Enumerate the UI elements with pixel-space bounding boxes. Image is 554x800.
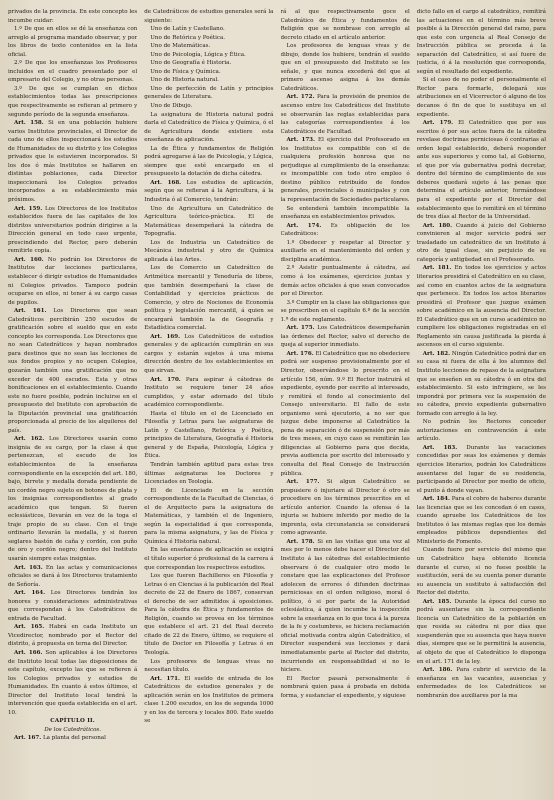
paragraph	[8, 119, 137, 204]
paragraph-text: Los Directores usarán como insignia de su cargo, por la clase á que pertenezcan, el escudo de los establecimientos de la enseñanza correspondiente en la excepción del art. 180, bajo, birrete y medalla dorada pendiente de un cordón negro sujeto en botones de plata y los insignias correspondientes al grado académico que tengan. Si fueren eclesiásticos, llevarán en vez de la toga el traje propio de su clase. Con el traje ordinario llevarán la medalla, y si fueren seglares bastón de caña y cordón, con puño de oro y cordón negro; dentro del Instituto usarán siempre estas insignias.	[8, 436, 138, 562]
paragraph-text: Si algun Catedrático se propusiere ó injuriare al Director ó otro se procediere en los términos prescritos en el artículo anterior. Cuando la ofensa ó la injuria se hubiere inferido por medio de la imprenta, esta circunstancia se considerará como agravante.	[280, 479, 410, 537]
article-number: Art. 168.	[150, 179, 182, 186]
article-number: Art. 171.	[150, 675, 180, 682]
paragraph-text: Uno de Física y Química.	[150, 68, 221, 75]
article-number: Art. 184.	[422, 496, 450, 503]
paragraph	[144, 25, 273, 34]
paragraph-text: de Catedráticos de estudios generales será la siguiente:	[144, 9, 274, 24]
paragraph-text: En las enseñanzas de aplicación se exigirá el título superior ó profesional de la carrera á que correspondan los respectivos estudios.	[144, 547, 274, 571]
paragraph-text: Para la provisión de premios de ascenso entre los Catedráticos del Instituto se observarán las reglas establecidas para las categorías correspondientes á los Catedráticos de Facultad.	[280, 94, 410, 135]
article-number: Art. 176.	[286, 350, 314, 357]
paragraph	[281, 93, 410, 136]
paragraph	[8, 734, 137, 743]
article-number: Art. 174.	[286, 222, 322, 229]
paragraph-text: El Catedrático que no obedeciere podrá ser suspenso provisionalmente por el Director, observándose lo prescrito en el artículo 156, núm. 9.º El Rector instruirá el expediente, oyendo por escrito al interesado, y remitirá el fondo al conocimiento del Consejo universitario. El fallo de este organismo será ejecutorio, a no ser que juzgue debe imponerse al Catedrático la pena de separación ó de suspensión por más de tres meses, en cuyo caso se remitirán las diligencias al Gobierno para que decida, previa audiencia por escrito del interesado y consulta del Real Consejo de Instrucción pública.	[280, 350, 410, 477]
article-number: Art. 185.	[422, 598, 452, 605]
paragraph-text: Uno de Dibujo.	[150, 103, 193, 110]
paragraph	[144, 487, 273, 547]
paragraph-text: Los Catedráticos de estudios generales y de aplicación cumplirán en sus cargos y estarán sujetos á una misma dirección dentro de los establecimientos en que sirvan.	[144, 333, 274, 374]
paragraph	[144, 111, 273, 145]
text-column-3	[281, 8, 410, 800]
paragraph-text: Uno de Latín y Castellano.	[150, 26, 225, 33]
paragraph	[417, 264, 546, 349]
article-number: Art. 159.	[14, 205, 43, 212]
paragraph	[8, 435, 137, 563]
paragraph	[281, 299, 410, 325]
paragraph-text: Si en una población hubiere varios Institutos provinciales, el Director de cada uno de ellos inspeccionará los estudios de Humanidades de su distrito y los Colegios privados que le estuvieren incorporados. Si los dos ó más Institutos se hallaren en distintas poblaciones, cada Director inspeccionará los Colegios privados incorporados a su establecimiento más próximos.	[8, 120, 138, 204]
paragraph	[144, 145, 273, 179]
paragraph-text: El de Licenciado en la sección correspondiente de la Facultad de Ciencias, ó el de Arquitecto para la asignatura de Matemáticas, y también el de Ingeniero, según la especialidad á que corresponda, para la misma asignatura, y las de Física y Química é Historia natural.	[144, 487, 274, 545]
paragraph-text: La planta del personal	[42, 735, 106, 742]
chapter-subheading: De los Catedráticos.	[44, 726, 102, 733]
article-number: Art. 172.	[286, 94, 315, 101]
paragraph	[417, 119, 546, 222]
article-number: Art. 167.	[14, 735, 42, 742]
paragraph	[281, 675, 410, 701]
paragraph	[8, 85, 137, 119]
paragraph-text: Ningún Catedrático podrá dar en su casa ni fuera de ella á los alumnos del Instituto lecciones de repaso de la asignatura que se enseñen en su cátedra ó en otra del establecimiento. Si esto infringiere, se les impondrá por primera vez la suspensión de su cátedra, previo expediente gubernativo formado con arreglo á la ley.	[416, 350, 546, 417]
paragraph	[8, 589, 137, 623]
text-column-4	[417, 8, 546, 800]
article-number: Art. 175.	[286, 325, 315, 332]
paragraph-text: Los Directores que sean Catedráticos percibirán 250 escudos de gratificación sobre el sueldo que en este concepto les corresponda. Los Directores que no sean Catedráticos y hayan nombrados para destinos que no sean las lecciones de sus fondos propios y no ocupen Colegios, gozarán también una gratificación que no exceder de 400 escudos. Esta y otras bonificaciones en el establecimiento. Cuando este no fuere posible, podrán incluirse en el presupuesto del Instituto con aprobación de la Diputación provincial una gratificación proporcionada al precio de los alquileres del país.	[8, 308, 138, 434]
paragraph-text: Uno de Retórica y Poética.	[150, 34, 226, 41]
paragraph	[144, 68, 273, 77]
paragraph-text: 1.º De que en ellos se dé la enseñanza con arreglo al programa mandado observar, y por los libros de texto contenidos en la lista oficial.	[8, 26, 138, 58]
paragraph	[281, 350, 410, 478]
paragraph	[144, 34, 273, 43]
paragraph-text: El ejercicio del Profesorado en los Institutos es compatible con el de cualquiera profesión honrosa que no perjudique al cumplimiento de la enseñanza: es incompatible con todo otro empleo ó destino público retribuído de fondos generales, provinciales ó municipales y con la representación de Sociedades particulares.	[280, 137, 410, 204]
paragraph	[281, 478, 410, 538]
paragraph-text: La asignatura de Historia natural podrá darla el Catedrático de Física y Química, ó el de Agricultura donde existiere esta enseñanza de aplicación.	[144, 111, 274, 144]
paragraph-text: Los Catedráticos desempeñarán las órdenes del Rector, salvo el derecho de queja al superior inmediato.	[280, 325, 410, 349]
article-number: Art. 163.	[14, 564, 43, 571]
paragraph-text: rá al que respectivamente goce el Catedrático de Ética y fundamentos de Religión que se nombrase con arreglo al decreto citado en el artículo anterior.	[280, 9, 410, 41]
paragraph	[281, 538, 410, 675]
text-column-2	[144, 8, 273, 800]
paragraph	[417, 546, 546, 597]
paragraph-text: Los Directores tendrán los honores y consideraciones administrativas que correspondan á los Catedráticos de entrada de Facultad.	[8, 590, 138, 622]
paragraph	[144, 42, 273, 51]
paragraph-text: Cuando fuere por servicio del mismo que un Catedrático haya obtenido licencia durante el curso, si no fuese posible la sustitución, será de su cuenta poner durante su ausencia un sustituto á satisfacción del Rector del distrito.	[416, 547, 546, 597]
paragraph-text: Uno de Geografía é Historia.	[150, 60, 232, 67]
paragraph-text: privados de la provincia. En este concepto les incumbe cuidar:	[8, 9, 138, 24]
paragraph	[8, 623, 137, 649]
paragraph	[144, 85, 273, 102]
paragraph	[8, 256, 137, 307]
paragraph-text: No podrán los Directores de Institutos dar lecciones particulares, establecer ó dirigir estudios de Humanidades ni Colegios privados. Tampoco podrán ocuparse en ellos, ni tener á su cargo casas de pupilos.	[8, 256, 138, 306]
paragraph	[8, 307, 137, 435]
paragraph	[144, 376, 273, 410]
paragraph	[144, 205, 273, 239]
paragraph	[144, 102, 273, 111]
paragraph	[144, 461, 273, 487]
paragraph	[144, 546, 273, 572]
article-number: Art. 179.	[422, 120, 454, 127]
paragraph	[8, 205, 137, 256]
paragraph	[144, 76, 273, 85]
paragraph-text: Uno de Psicología, Lógica y Ética.	[150, 51, 246, 58]
paragraph-text: Los de Comercio un Catedrático de Aritmética mercantil y Teneduría de libros, que también desempeñará la clase de Contabilidad y ejercicios prácticos de Comercio, y otro de Nociones de Economía política y legislación mercantil, á quien se encargará también la de Geografía y Estadística comercial.	[144, 265, 274, 332]
paragraph	[8, 25, 137, 59]
paragraph	[417, 495, 546, 546]
paragraph-text: Si el caso de no poder el personalmente el Rector para formarle, delegará sus atribuciones en el Vicerrector ó alguno de los decanos ó fin de que lo sustituya en el expediente.	[416, 77, 546, 118]
paragraph	[144, 333, 273, 376]
paragraph-text: Uno de Agricultura un Catedrático de Agricultura teórico-práctica. El de Matemáticas desempeñará la cátedra de Topografía.	[144, 205, 274, 238]
paragraph-text: Hasta el título en el de Licenciado en Filosofía y Letras para las asignaturas de Latín y Castellano, Retórica y Poética, principios de Literatura, Geografía é Historia general y de España, Psicología, Lógica y Ética.	[144, 410, 274, 460]
paragraph	[144, 179, 273, 205]
article-number: Art. 166.	[14, 650, 43, 657]
paragraph	[417, 8, 546, 76]
chapter-heading: CAPÍTULO II.	[50, 718, 95, 725]
paragraph	[144, 572, 273, 657]
paragraph	[144, 51, 273, 60]
paragraph-text: 2.º De que los enseñanzas los Profesores incluidos en el cuadro presentado por el empresario del Colegio, y no otras personas.	[8, 60, 138, 84]
paragraph	[144, 59, 273, 68]
article-number: Art. 170.	[150, 376, 181, 383]
paragraph-text: Los Directores de los Institutos establecidos fuera de las capitales de los distritos universitarios podrán dirigirse a la Dirección general en todo caso urgente, prescindiendo del Rector, pero deberán remitirle copia.	[8, 205, 138, 255]
paragraph	[281, 42, 410, 93]
article-number: Art. 181.	[422, 265, 452, 272]
paragraph-text: No podrán los Rectores conceder autorizaciones en contravención á este artículo.	[416, 419, 546, 443]
paragraph-text: El Rector pasará personalmente ó nombrará quien pasa á probada en debida forma, y sustanciar el expediente, y siguiese	[280, 675, 410, 699]
text-columns	[8, 8, 546, 800]
paragraph	[417, 350, 546, 418]
text-column-1	[8, 8, 137, 800]
paragraph	[281, 205, 410, 222]
paragraph-text: El Catedrático que por sus escritos ó por sus actos fuera de la cátedra revelase doctrinas perniciosas ó contrarias al orden legal establecido, deberá responder ante sus superiores y como tal, al Gobierno, el que por vía gubernativa podrá decretar, dentro del término de cumplimiento de sus deberes quedará sujeto á las penas que determina el artículo anterior, formándose para el expediente por el Director del establecimiento que lo remitirá en el término de tres días al Rector de la Universidad.	[416, 120, 546, 221]
article-number: Art. 158.	[14, 120, 44, 127]
paragraph-text: Los que fueren Bachilleres en Filosofía y Letras ó en Ciencias á la publicación del Real decreto de 22 de Enero de 1867, conservan el derecho de ser admitidos á oposiciones. Para la cátedra de Ética y fundamentos de Religión, cuando se provea en los términos que establece el art. 21 del Real decreto citado de 22 de Enero, último, se requiere el título de Doctor en Filosofía y Letras ó en Teología.	[144, 573, 274, 657]
paragraph-text: Durante las vacaciones concedidas por seas los exámenes y demás ejercicios literarios, podrán los Catedráticos ausentarse del lugar de su residencia, participando al Director por medio de oficio, el punto á donde vayan.	[416, 444, 546, 494]
article-number: Art. 186.	[422, 667, 453, 674]
article-number: Art. 169.	[150, 333, 181, 340]
paragraph-text: Cuando á juicio del Gobierno convinieren al mejor servicio podrá ser trasladado un catedrático de un Instituto á otro de igual clase, sin perjuicio de su categoría y antigüedad en el Profesorado.	[416, 222, 546, 263]
article-number: Art. 177.	[286, 479, 320, 486]
paragraph-text: Los de Industria un Catedrático de Mecánica industrial y otro de Química aplicada á las Artes.	[144, 239, 274, 263]
paragraph-text: El sueldo de entrada de los Catedráticos de estudios generales y de aplicación serán en los Institutos de primera clase 1.200 escudos, en los de segunda 1000 y en los de tercera y locales 800. Este sueldo se	[144, 675, 274, 725]
article-number: Art. 164.	[14, 590, 46, 597]
paragraph-text: Para el cobro de haberes durante las licencias que se les concedan ó en casos, cuando apruebe los Catedráticos de los Institutos ó las mismas reglas que los demás empleados públicos dependientes del Ministerio de Fomento.	[416, 496, 546, 545]
paragraph-text: 3.º Cumplir en la clase las obligaciones que se prescriben en el capítulo 6.º de la sección 1.ª de este reglamento.	[280, 299, 410, 323]
paragraph-text: Para cubrir el servicio de la enseñanza en las vacantes, ausencias y enfermedades de los Catedráticos se nombrarán dos auxiliares por la ma	[416, 667, 546, 699]
paragraph-text: 3.º De que se cumplan en dichos establecimientos todas las prescripciones que respectivamente se refieran al primero y segundo período de la segunda enseñanza.	[8, 85, 138, 118]
paragraph	[281, 239, 410, 265]
paragraph	[417, 598, 546, 666]
paragraph	[144, 658, 273, 675]
paragraph-text: Uno de Historia natural.	[150, 77, 219, 84]
paragraph	[417, 76, 546, 119]
article-number: Art. 182.	[422, 350, 451, 357]
paragraph	[144, 675, 273, 726]
paragraph-text: Para aspirar á cátedras de Instituto se requiere tener 24 años cumplidos, y estar adornado del título académico correspondiente.	[144, 376, 274, 409]
paragraph-text: Son aplicables á los Directores de Instituto local todas las disposiciones de este capítulo, excepto las que se refieren á los Colegios privados y estudios de Humanidades. En cuanto á estos últimos, el Director del Instituto local tendrá la intervención que queda establecida en el art. 10.	[8, 650, 138, 716]
paragraph	[281, 136, 410, 204]
paragraph	[8, 564, 137, 590]
paragraph-text: Uno de Matemáticas.	[150, 43, 211, 50]
paragraph-text: Uno de perfección de Latín y principios generales de Literatura.	[144, 85, 274, 101]
paragraph-text: Durante la época del curso no podrá ausentarse sin la correspondiente licencia un Catedrático de la población en que resida su cátedra ni por días que suspenderán que su ausencia que haya nueve días, siempre que se le permitirá la ausencia, al objeto de que el Catedrático lo disponga en el art. 171 de la ley.	[416, 598, 546, 665]
paragraph	[281, 8, 410, 42]
paragraph-text: dicto fallo en el cargo al catedrático, remitirá las actuaciones en el término más breve posible á la Dirección general del ramo, para que este con urgencia al Real Consejo de Instrucción pública se proceda á la separación del Catedrático, si así fuere de justicia, ó á la resolución que corresponda, según el resultado del expediente.	[416, 9, 546, 75]
paragraph-text: En las actas y comunicaciones oficiales se dará á los Directores tratamiento de Señoría.	[8, 564, 138, 588]
paragraph	[144, 264, 273, 332]
paragraph-text: Tendrán también aptitud para estas tres últimas asignaturas los Doctores y Licenciados en Teología.	[144, 461, 274, 486]
paragraph-text: En todos los ejercicios y actos literarios presidirá el Catedrático en su clase, así como en cuantos actos de la asignatura que pertenece. En todos los actos literarios presidirá el Profesor que juzgue exámen sobre académico en la ausencia del Director. El Catedrático que en un curso académico no cumpliere los obligaciones registradas en el Reglamento sin causa justificada la pierda á ascensos en el curso siguiente.	[416, 265, 546, 349]
article-number: Art. 183.	[422, 444, 458, 451]
paragraph-text: Los estudios de aplicación, según que se refieran á la Agricultura, á la Industria ó al Comercio, tendrán:	[144, 179, 274, 204]
paragraph	[417, 444, 546, 495]
paragraph	[144, 8, 273, 25]
paragraph	[144, 410, 273, 461]
paragraph-text: La de Ética y fundamentos de Religión podrá agregarse á las de Psicología, y Lógica, siempre que esté encargado en el presupuesto la dotación de dicha cátedra.	[144, 145, 274, 178]
paragraph	[417, 418, 546, 444]
paragraph	[417, 666, 546, 700]
paragraph	[281, 222, 410, 239]
article-number: Art. 161.	[14, 308, 47, 315]
article-number: Art. 165.	[14, 624, 45, 631]
article-number: Art. 162.	[14, 436, 45, 443]
paragraph-text: Los profesores de lenguas vivas no necesitan título.	[144, 658, 274, 674]
article-number: Art. 173.	[286, 137, 315, 144]
paragraph	[144, 239, 273, 265]
article-number: Art. 178.	[286, 538, 315, 545]
paragraph	[8, 8, 137, 25]
paragraph-text: Se entenderá también incompatible la enseñanza en establecimientos privados.	[280, 205, 410, 221]
article-number: Art. 180.	[422, 222, 452, 229]
paragraph-text: Es obligación de los Catedráticos:	[280, 222, 410, 238]
paragraph	[281, 264, 410, 298]
paragraph	[8, 59, 137, 85]
article-number: Art. 160.	[14, 256, 44, 263]
paragraph-text: 1.º Obedecer y respetar al Director y auxiliarle en el mantenimiento del orden y disciplina académica.	[280, 239, 410, 263]
paragraph	[8, 649, 137, 717]
paragraph	[417, 222, 546, 265]
paragraph-text: Los profesores de lenguas vivas y de dibujo, donde los hubiere, tendrán el sueldo que en el presupuesto del Instituto se les señale, y que nunca excederá del que al primero ascenso asigna á los demás Catedráticos.	[280, 43, 410, 92]
paragraph	[281, 324, 410, 350]
paragraph-text: 2.º Asistir puntualmente á cátedra, así como á los exámenes, ejercicios juntas y demás actos oficiales á que sean convocados por el Director.	[280, 265, 410, 298]
paragraph-text: Si en las visitas que una vez al mes por lo menos debe hacer el Director del Instituto á las cátedras del establecimiento observare ó de cualquier otro modo le constare que las explicaciones del Profesor adolecen de errores ó difunden doctrinas perniciosas en el orden religioso, moral ó político, ó si por parte de la Autoridad eclesiástica, á quien incumbe la inspección sobre la enseñanza en lo que toca á la pureza de la fe y costumbres, se hiciera reclamación oficial motivada contra algún Catedrático, el Director suspenderá sus lecciones y dará inmediatamente parte al Rector del distrito, incurriendo en responsabilidad si no lo hiciere.	[280, 538, 410, 674]
paragraph-text: Habrá en cada Instituto un Vicedirector, nombrado por el Rector del distrito, á propuesta en terna del Director.	[8, 624, 138, 648]
